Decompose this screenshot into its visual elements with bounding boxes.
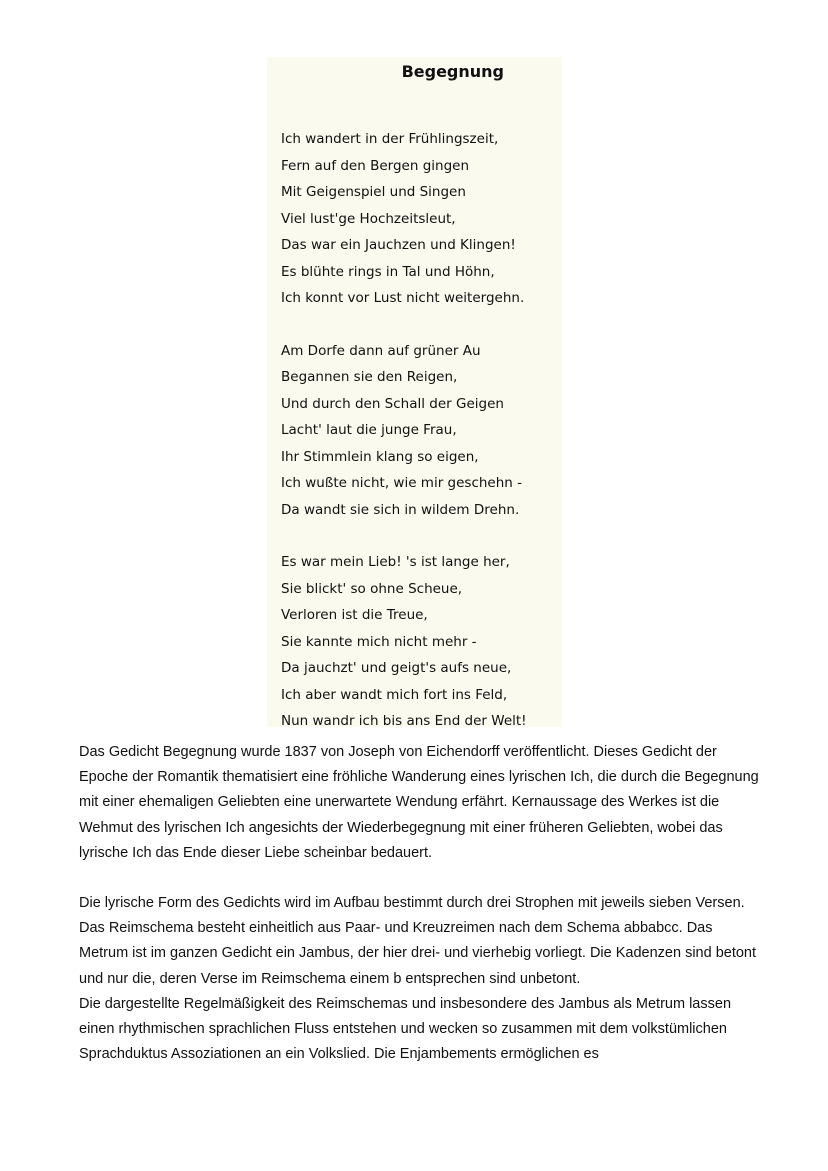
verse: Ihr Stimmlein klang so eigen, — [281, 448, 479, 465]
verse: Ich konnt vor Lust nicht weitergehn. — [281, 290, 525, 306]
verse: Da jauchzt' und geigt's aufs neue, — [281, 660, 512, 676]
poem-stanzas — [281, 126, 552, 735]
verse: Viel lust'ge Hochzeitsleut, — [281, 210, 456, 227]
verse: Begannen sie den Reigen, — [281, 369, 458, 385]
stanza-1 — [281, 126, 552, 312]
verse: Fern auf den Bergen gingen — [281, 157, 469, 174]
poem-title: Begegnung — [401, 62, 504, 81]
essay-paragraph-analysis: Die dargestellte Regelmäßigkeit des Reimschemas und insbesondere des Jambus als Metrum lassen einen rhythmischen sprachlichen Fluss entstehen und wecken so zusammen mit dem volkstümlichen Sprachduktus Assoziationen an ein Volkslied. Die Enjambements ermöglichen es — [79, 995, 732, 1063]
verse: Ich wußte nicht, wie mir geschehn - — [281, 475, 523, 491]
essay-paragraph-intro: Das Gedicht Begegnung wurde 1837 von Joseph von Eichendorff veröffentlicht. Dieses Gedicht der Epoche der Romantik thematisiert eine fröhliche Wanderung eines lyrischen Ich, die durch die Begegnung mit einer ehemaligen Geliebten eine unerwartete Wendung erfährt. Kernaussage des Werkes ist die Wehmut des lyrischen Ich angesichts der Wiederbegegnung mit einer früheren Geliebten, wobei das lyrische Ich das Ende dieser Liebe scheinbar bedauert. — [79, 744, 759, 861]
verse: Und durch den Schall der Geigen — [281, 395, 504, 412]
verse: Sie blickt' so ohne Scheue, — [281, 580, 463, 597]
verse: Ich aber wandt mich fort ins Feld, — [281, 686, 508, 703]
essay-text — [79, 740, 759, 1067]
essay-paragraph-form: Die lyrische Form des Gedichts wird im Aufbau bestimmt durch drei Strophen mit jeweils sieben Versen. Das Reimschema besteht einheitlich aus Paar- und Kreuzreimen nach dem Schema abbabcc. Das Metrum ist im ganzen Gedicht ein Jambus, der hier drei- und vierhebig vorliegt. Die Kadenzen sind betont und nur die, deren Verse im Reimschema einem b entsprechen sind unbetont. — [79, 895, 757, 987]
verse: Am Dorfe dann auf grüner Au — [281, 342, 481, 359]
verse: Da wandt sie sich in wildem Drehn. — [281, 501, 520, 518]
verse: Mit Geigenspiel und Singen — [281, 184, 466, 200]
verse: Ich wandert in der Frühlingszeit, — [281, 131, 499, 147]
verse: Verloren ist die Treue, — [281, 607, 428, 623]
stanza-3 — [281, 549, 552, 735]
verse: Sie kannte mich nicht mehr - — [281, 633, 477, 650]
verse: Das war ein Jauchzen und Klingen! — [281, 237, 516, 253]
poem-box — [267, 57, 562, 727]
verse: Es blühte rings in Tal und Höhn, — [281, 263, 495, 280]
stanza-2 — [281, 338, 552, 524]
verse: Lacht' laut die junge Frau, — [281, 422, 457, 438]
verse: Es war mein Lieb! 's ist lange her, — [281, 554, 510, 570]
verse: Nun wandr ich bis ans End der Welt! — [281, 713, 527, 729]
